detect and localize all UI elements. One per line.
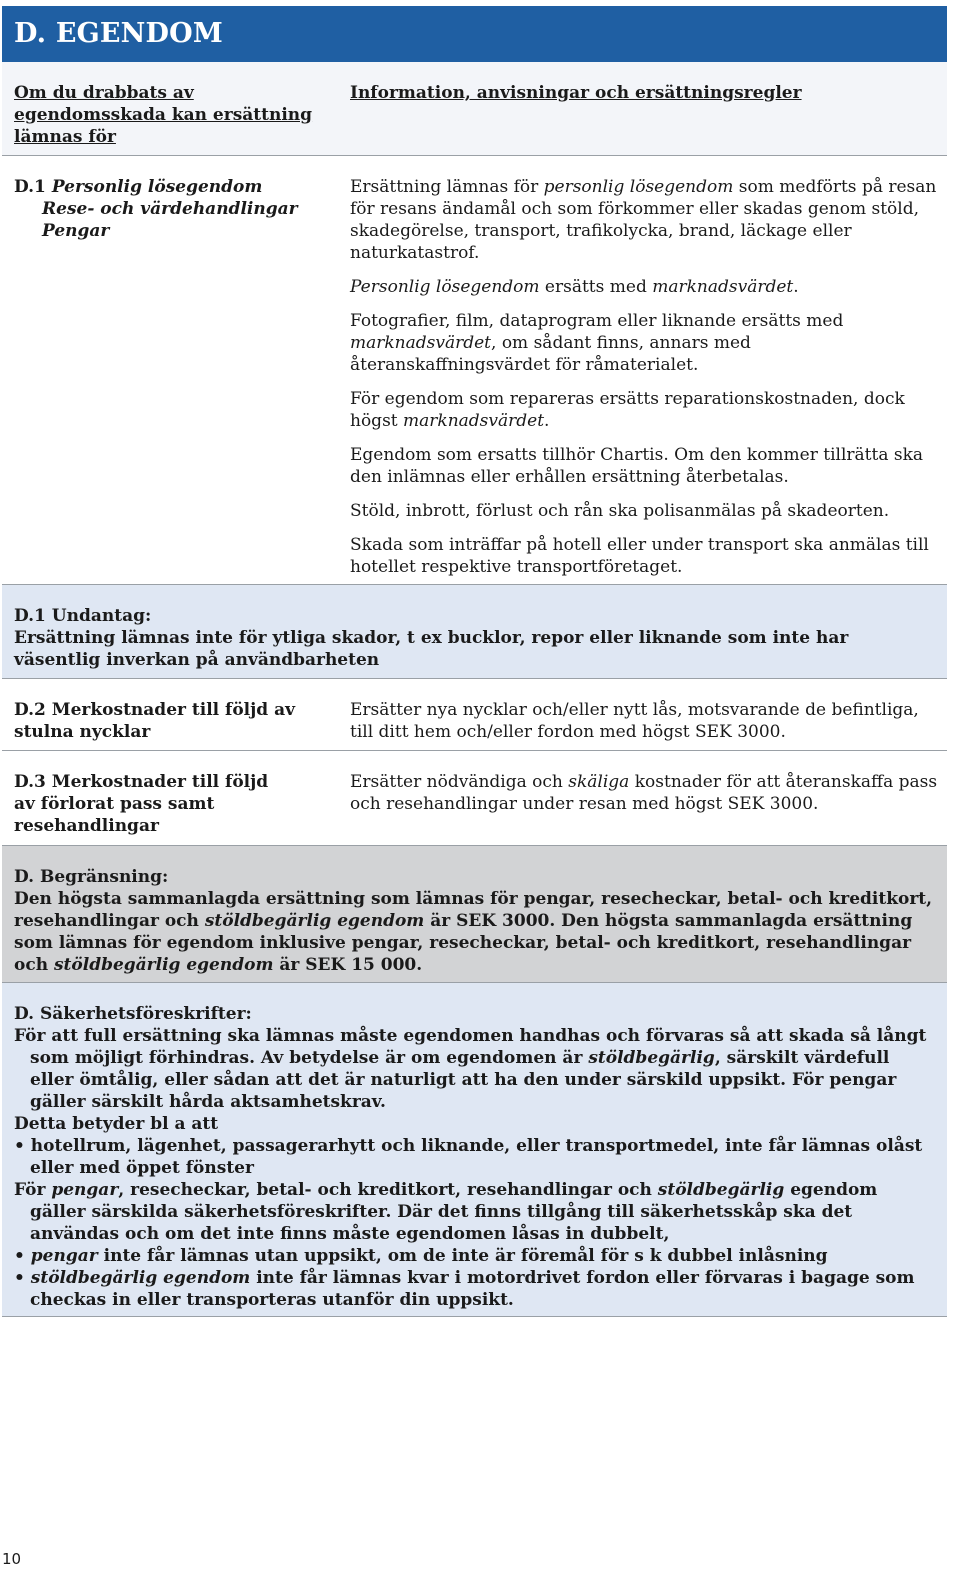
d2-text: Ersätter nya nycklar och/eller nytt lås, motsvarande de befintliga, till ditt hem och/eller fordon med högst SEK 3000. bbox=[350, 700, 919, 742]
limitation-text: Den högsta sammanlagda ersättning som lämnas för pengar, resecheckar, betal- och kreditkort, resehandlingar och stöldbegärlig egendom är SEK 3000. Den högsta sammanlagda ersättning som lämnas för egendom inklusive pengar, resecheckar, betal- och kreditkort, resehandlingar och stöldbegärlig egendom är SEK 15 000. bbox=[14, 889, 933, 975]
d1-exception-box bbox=[2, 585, 947, 678]
limitation-title: D. Begränsning: bbox=[14, 867, 169, 887]
d2-section bbox=[2, 679, 947, 750]
limitation-box bbox=[2, 846, 947, 982]
safety-bullet-2: • pengar inte får lämnas utan uppsikt, om de inte är föremål för s k dubbel inlåsning bbox=[14, 1246, 828, 1266]
d1-paragraph-3: Fotografier, film, dataprogram eller liknande ersätts med marknadsvärdet, om sådant finns, annars med återanskaffningsvärdet för råmaterialet. bbox=[350, 311, 844, 375]
safety-paragraph-2: Detta betyder bl a att bbox=[14, 1114, 219, 1134]
safety-paragraph-3: För pengar, resecheckar, betal- och kreditkort, resehandlingar och stöldbegärlig egendom gäller särskilda säkerhetsföreskrifter. Där det finns tillgång till säkerhetsskåp ska det användas och om det inte finns måste egendomen låsas in dubbelt, bbox=[14, 1180, 878, 1244]
safety-bullet-3: • stöldbegärlig egendom inte får lämnas kvar i motordrivet fordon eller förvaras i bagage som checkas in eller transporteras utanför din uppsikt. bbox=[14, 1268, 915, 1310]
left-column-title: Om du drabbats av egendomsskada kan ersättning lämnas för bbox=[14, 83, 313, 147]
d1-paragraph-6: Stöld, inbrott, förlust och rån ska polisanmälas på skadeorten. bbox=[350, 501, 890, 521]
safety-bullet-1: • hotellrum, lägenhet, passagerarhytt och liknande, eller transportmedel, inte får lämnas olåst eller med öppet fönster bbox=[14, 1136, 923, 1178]
d1-body bbox=[350, 176, 940, 590]
d1-paragraph-4: För egendom som repareras ersätts reparationskostnaden, dock högst marknadsvärdet. bbox=[350, 389, 905, 431]
d1-paragraph-7: Skada som inträffar på hotell eller under transport ska anmälas till hotellet respektive transportföretaget. bbox=[350, 535, 929, 577]
d1-exception-title: D.1 Undantag: bbox=[14, 606, 152, 626]
safety-box bbox=[2, 983, 947, 1316]
d2-title: D.2 Merkostnader till följd av stulna nycklar bbox=[14, 700, 295, 742]
d3-text: Ersätter nödvändiga och skäliga kostnader för att återanskaffa pass och resehandlingar under resan med högst SEK 3000. bbox=[350, 772, 938, 814]
d1-exception-text: Ersättning lämnas inte för ytliga skador, t ex bucklor, repor eller liknande som inte har väsentlig inverkan på användbarheten bbox=[14, 628, 849, 670]
section-header: D. EGENDOM bbox=[2, 6, 947, 62]
d3-title: D.3 Merkostnader till följd av förlorat pass samt resehandlingar bbox=[14, 772, 269, 836]
d1-paragraph-5: Egendom som ersatts tillhör Chartis. Om den kommer tillrätta ska den inlämnas eller erhållen ersättning återbetalas. bbox=[350, 445, 924, 487]
safety-title: D. Säkerhetsföreskrifter: bbox=[14, 1004, 252, 1024]
right-column-title: Information, anvisningar och ersättningsregler bbox=[350, 83, 802, 103]
d1-section bbox=[2, 156, 947, 584]
column-titles-row bbox=[2, 62, 947, 155]
d1-title: D.1 Personlig lösegendom Rese- och värdehandlingar Pengar bbox=[14, 177, 298, 241]
d3-section bbox=[2, 751, 947, 845]
page-number: 10 bbox=[2, 1550, 22, 1568]
safety-paragraph-1: För att full ersättning ska lämnas måste egendomen handhas och förvaras så att skada så långt som möjligt förhindras. Av betydelse är om egendomen är stöldbegärlig, särskilt värdefull eller ömtålig, eller sådan att det är naturligt att ha den under särskild uppsikt. För pengar gäller särskilt hårda aktsamhetskrav. bbox=[14, 1026, 927, 1112]
d1-paragraph-2: Personlig lösegendom ersätts med marknadsvärdet. bbox=[350, 277, 799, 297]
d1-paragraph-1: Ersättning lämnas för personlig lösegendom som medförts på resan för resans ändamål och som förkommer eller skadas genom stöld, skadegörelse, transport, trafikolycka, brand, läckage eller naturkatastrof. bbox=[350, 177, 937, 263]
